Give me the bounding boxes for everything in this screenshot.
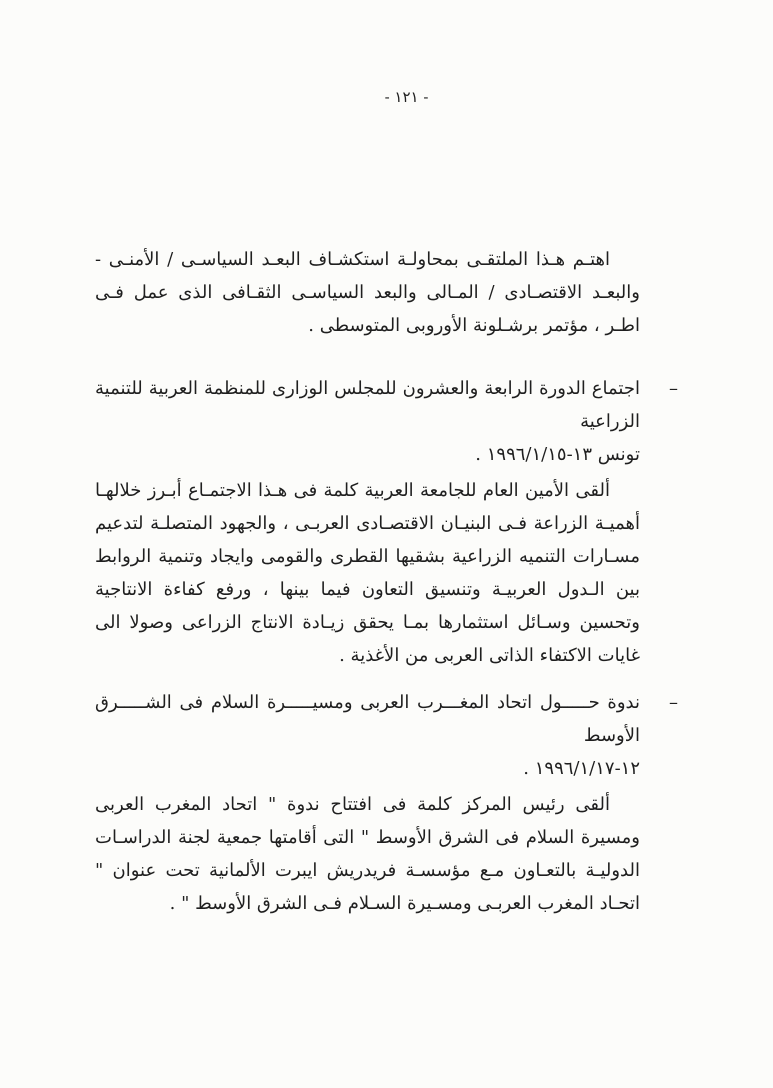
item-title-agriculture-meeting: اجتماع الدورة الرابعة والعشرون للمجلس الوزارى للمنظمة العربية للتنمية الزراعية [95,378,640,432]
list-item-agriculture-meeting [95,372,678,471]
list-item-maghreb-seminar [95,686,678,785]
paragraph-agriculture-details: ألقى الأمين العام للجامعة العربية كلمة فى هـذا الاجتمـاع أبـرز خلالهـا أهميـة الزراعة فـى البنيـان الاقتصـادى العربـى ، والجهود المتصلـة لتدعيم مسـارات التنميه الزراعية بشقيها القطرى والقومى وايجاد وتنمية الروابط بين الـدول العربيـة وتنسيق التعاون فيما بينها ، ورفع كفاءة الانتاجية وتحسين وسـائل استثمارها بمـا يحقق زيـادة الانتاج الزراعى وصولا الى غايات الاكتفاء الذاتى العربى من الأغذية . [95,480,640,666]
item-title-maghreb-seminar: ندوة حـــــول اتحاد المغـــرب العربى ومسيـــــرة السلام فى الشـــــرق الأوسط [95,692,640,746]
document-content [95,243,678,920]
item-date-maghreb-seminar: ١٢-١٩٩٦/١/١٧ . [523,758,640,779]
paragraph-seminar-details: ألقى رئيس المركز كلمة فى افتتاح ندوة " اتحاد المغرب العربى ومسيرة السلام فى الشرق الأوسط " التى أقامتها جمعية لجنة الدراسـات الدوليـة بالتعـاون مـع مؤسسـة فريدريش ايبرت الألمانية تحت عنوان " اتحـاد المغرب العربـى ومسـيرة السـلام فـى الشرق الأوسط " . [95,794,640,914]
dash-bullet: – [669,692,678,713]
dash-bullet: – [669,378,678,399]
page-number: - ١٢١ - [384,88,429,106]
paragraph-barcelona-conference: اهتـم هـذا الملتقـى بمحاولـة استكشـاف البعـد السياسـى / الأمنـى - والبعـد الاقتصـادى / المـالى والبعد السياسـى الثقـافى الذى عمل فـى اطـر ، مؤتمر برشـلونة الأوروبى المتوسطى . [95,249,640,336]
item-date-agriculture-meeting: تونس ١٣-١٩٩٦/١/١٥ . [475,444,640,465]
